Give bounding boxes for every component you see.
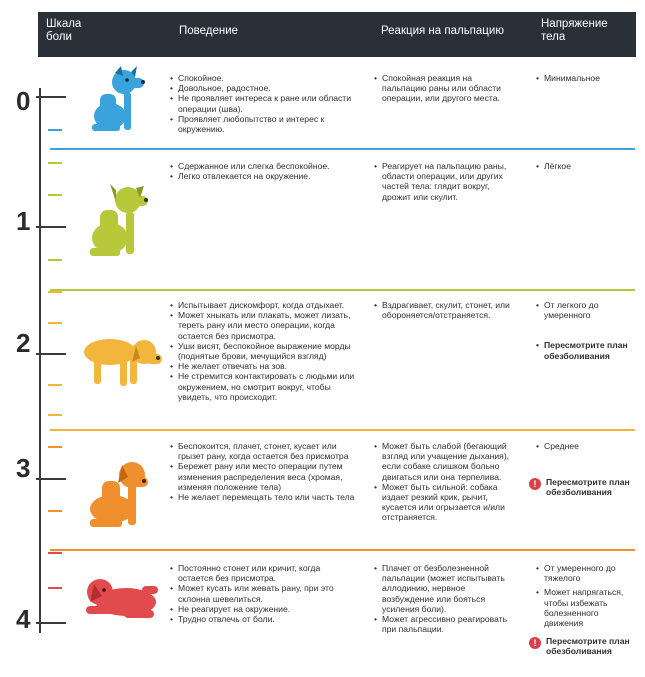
header-pain-scale: Шкала боли <box>46 18 82 43</box>
list-item: • Беспокоится, плачет, стонет, кусает или грызет рану, когда остается без присмотра <box>170 441 355 461</box>
minor-tick <box>48 322 62 324</box>
list-item: • Плачет от безболезненной пальпации (может испытывать аллодинию, нервное возбуждение или бояться усиления боли). <box>374 563 514 614</box>
list-item: • Среднее <box>536 441 632 451</box>
minor-tick <box>48 259 62 261</box>
list-item: • Проявляет любопытство и интерес к окружению. <box>170 114 355 134</box>
list-item: • Не желает отвечать на зов. <box>170 361 355 371</box>
list-item: • Спокойная реакция на пальпацию раны или области операции, или другого места. <box>374 73 514 104</box>
minor-tick <box>48 384 62 386</box>
major-tick-1 <box>36 226 66 228</box>
row-separator-2 <box>50 289 635 291</box>
list-item: • Легко отвлекается на окружение. <box>170 171 355 181</box>
row-1-palpation <box>374 161 514 202</box>
list-item: • Бережет рану или место операции путем изменения распределения веса (хромая, изменяя положение тела) <box>170 461 355 492</box>
list-item: • Постоянно стонет или кричит, когда остается без присмотра. <box>170 563 355 583</box>
row-separator-3 <box>50 429 635 431</box>
list-item: • Может напрягаться, чтобы избежать болезненного движения <box>536 587 632 628</box>
dog-calm-icon <box>88 66 158 138</box>
list-item: • Может хныкать или плакать, может лизать, тереть рану или место операции, когда остается без присмотра. <box>170 310 355 341</box>
header-tension: Напряжение тела <box>541 18 608 43</box>
list-item: • Минимальное <box>536 73 632 83</box>
major-tick-3 <box>36 478 66 480</box>
row-0-tension <box>536 73 632 83</box>
major-tick-4 <box>36 622 66 624</box>
minor-tick <box>48 291 62 293</box>
review-plan-alert <box>533 477 632 498</box>
list-item: • Может быть сильной: собака издает резкий крик, рычит, кусается или огрызается и/или отстраняется. <box>374 482 514 523</box>
list-item: • От умеренного до тяжелого <box>536 563 632 583</box>
list-item: • Может агрессивно реагировать при пальпации. <box>374 614 514 634</box>
row-4-tension <box>533 563 632 657</box>
scale-label-0: 0 <box>16 86 31 116</box>
dog-worst-icon <box>80 566 164 626</box>
row-3-tension <box>533 441 632 498</box>
review-plan-note: • Пересмотрите план обезболивания <box>536 340 632 360</box>
list-item: • Не стремится контактировать с людьми или окружением, но смотрит вокруг, чтобы увидеть, что происходит. <box>170 371 355 402</box>
minor-tick <box>48 162 62 164</box>
row-2-palpation <box>374 300 514 320</box>
list-item: • Уши висят, беспокойное выражение морды (поднятые брови, мечущийся взгляд) <box>170 341 355 361</box>
review-plan-alert <box>533 636 632 657</box>
list-item: • Лёгкое <box>536 161 632 171</box>
major-tick-2 <box>36 353 66 355</box>
dog-severe-icon <box>84 455 158 531</box>
scale-label-3: 3 <box>16 453 31 483</box>
major-tick-0 <box>36 96 66 98</box>
row-0-behavior <box>170 73 355 134</box>
row-3-behavior <box>170 441 355 502</box>
list-item: • Трудно отвлечь от боли. <box>170 614 355 624</box>
table-header <box>38 12 636 57</box>
list-item: • Может кусать или жевать рану, при это склонна шевелиться. <box>170 583 355 603</box>
scale-label-4: 4 <box>16 604 31 634</box>
minor-tick <box>48 552 62 554</box>
list-item: • От легкого до умеренного <box>536 300 632 320</box>
row-separator-4 <box>50 549 635 551</box>
minor-tick <box>48 129 62 131</box>
row-3-palpation <box>374 441 514 523</box>
minor-tick <box>48 510 62 512</box>
scale-label-1: 1 <box>16 206 31 236</box>
row-2-behavior <box>170 300 355 402</box>
row-1-tension <box>536 161 632 171</box>
header-behavior: Поведение <box>179 25 239 37</box>
list-item: • Реагирует на пальпацию раны, области операции, или других частей тела: глядит вокруг, дрожит или скулит. <box>374 161 514 202</box>
list-item: • Испытывает дискомфорт, когда отдыхает. <box>170 300 355 310</box>
list-item: • Не реагирует на окружение. <box>170 604 355 614</box>
minor-tick <box>48 587 62 589</box>
row-4-behavior <box>170 563 355 624</box>
list-item: • Сдержанное или слегка беспокойное. <box>170 161 355 171</box>
minor-tick <box>48 194 62 196</box>
list-item: • Вздрагивает, скулит, стонет, или обороняется/отстраняется. <box>374 300 514 320</box>
scale-label-2: 2 <box>16 328 31 358</box>
row-2-tension <box>536 300 632 361</box>
review-plan-note: Пересмотрите план обезболивания <box>546 636 630 657</box>
pain-scale-axis <box>39 88 41 633</box>
dog-mild-icon <box>84 180 160 262</box>
list-item: • Не желает перемещать тело или часть тела <box>170 492 355 502</box>
list-item: • Спокойное. <box>170 73 355 83</box>
list-item: • Не проявляет интереса к ране или области операции (шва). <box>170 93 355 113</box>
exclamation-icon: ! <box>529 478 541 490</box>
header-palpation: Реакция на пальпацию <box>381 25 504 37</box>
review-plan-note: Пересмотрите план обезболивания <box>546 477 630 498</box>
row-0-palpation <box>374 73 514 104</box>
row-4-palpation <box>374 563 514 634</box>
list-item: • Довольное, радостное. <box>170 83 355 93</box>
dog-moderate-icon <box>80 328 166 390</box>
minor-tick <box>48 414 62 416</box>
row-1-behavior <box>170 161 355 181</box>
list-item: • Может быть слабой (бегающий взгляд или учащение дыхания), если собаке слишком больно двигаться или она терпелива. <box>374 441 514 482</box>
minor-tick <box>48 446 62 448</box>
exclamation-icon: ! <box>529 637 541 649</box>
row-separator-1 <box>50 148 635 150</box>
